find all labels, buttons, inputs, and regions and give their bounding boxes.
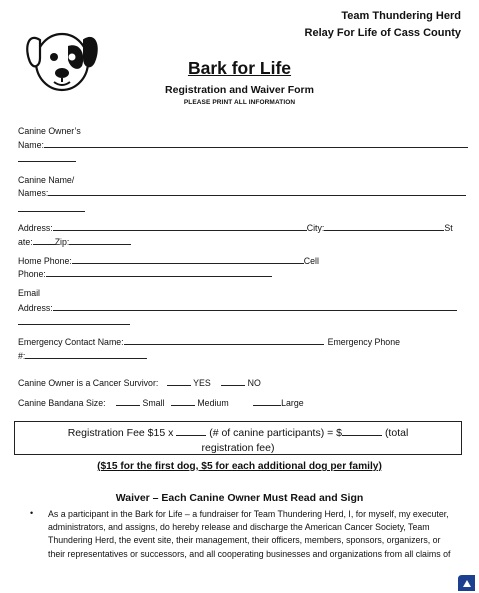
survivor-yes-blank[interactable] bbox=[167, 376, 191, 386]
state-zip-row[interactable]: ate: Zip: bbox=[18, 235, 131, 248]
waiver-title: Waiver – Each Canine Owner Must Read and Sign bbox=[115, 492, 364, 504]
survivor-row[interactable]: Canine Owner is a Cancer Survivor: YES NO bbox=[18, 378, 261, 388]
waiver-bullet: • bbox=[30, 508, 34, 518]
survivor-no-blank[interactable] bbox=[221, 376, 245, 386]
size-medium-blank[interactable] bbox=[171, 396, 195, 406]
email-label-line1: Email bbox=[18, 288, 40, 298]
zip-label: Zip: bbox=[54, 237, 70, 247]
email-row-cont[interactable] bbox=[18, 315, 130, 328]
address-input-line[interactable] bbox=[53, 221, 307, 231]
form-title: Bark for Life bbox=[187, 58, 292, 78]
fee-line-2: registration fee) bbox=[201, 442, 275, 454]
canine-name-label-line1: Canine Name/ bbox=[18, 175, 75, 185]
print-instruction: PLEASE PRINT ALL INFORMATION bbox=[183, 99, 296, 106]
owner-name-input-line-cont[interactable] bbox=[18, 152, 76, 162]
canine-name-field[interactable]: Names: bbox=[18, 186, 466, 199]
zip-input-line[interactable] bbox=[69, 235, 131, 245]
survivor-no-label: NO bbox=[247, 378, 261, 388]
emergency-phone-input-line[interactable] bbox=[25, 349, 147, 359]
emergency-phone-label: Emergency Phone bbox=[327, 337, 400, 347]
form-subtitle: Registration and Waiver Form bbox=[165, 84, 314, 96]
participants-count-blank[interactable] bbox=[176, 425, 206, 436]
fee-note: ($15 for the first dog, $5 for each additional dog per family) bbox=[97, 461, 382, 472]
bandana-row[interactable]: Canine Bandana Size: Small Medium Large bbox=[18, 398, 304, 408]
email-input-line[interactable] bbox=[53, 301, 457, 311]
org-name: Team Thundering Herd bbox=[341, 10, 461, 22]
state-label-start: St bbox=[444, 223, 453, 233]
emergency-row[interactable]: Emergency Contact Name: Emergency Phone bbox=[18, 337, 400, 347]
canine-name-input-line[interactable] bbox=[48, 186, 466, 196]
email-input-line-cont[interactable] bbox=[18, 315, 130, 325]
emergency-phone-row[interactable]: #: bbox=[18, 349, 147, 362]
address-row[interactable]: Address: City: St bbox=[18, 223, 453, 233]
size-large-label: Large bbox=[281, 398, 304, 408]
corner-badge-icon bbox=[455, 571, 479, 593]
size-large-blank[interactable] bbox=[253, 396, 281, 406]
cell-phone-input-line[interactable] bbox=[46, 267, 272, 277]
total-fee-blank[interactable] bbox=[342, 425, 382, 436]
owner-name-field-cont[interactable] bbox=[18, 152, 76, 165]
fee-line-1[interactable]: Registration Fee $15 x (# of canine participants) = $ (total bbox=[67, 427, 409, 439]
cell-label-start: Cell bbox=[303, 256, 319, 266]
owner-name-label-line1: Canine Owner’s bbox=[18, 126, 81, 136]
owner-name-input-line[interactable] bbox=[44, 138, 468, 148]
city-input-line[interactable] bbox=[324, 221, 444, 231]
home-phone-input-line[interactable] bbox=[72, 254, 304, 264]
phone-row[interactable]: Home Phone: Cell bbox=[18, 256, 319, 266]
size-medium-label: Medium bbox=[197, 398, 229, 408]
size-small-blank[interactable] bbox=[116, 396, 140, 406]
city-label: City: bbox=[306, 223, 325, 233]
survivor-yes-label: YES bbox=[193, 378, 211, 388]
cell-phone-row[interactable]: Phone: bbox=[18, 267, 272, 280]
canine-name-field-cont[interactable] bbox=[18, 202, 85, 215]
size-small-label: Small bbox=[142, 398, 165, 408]
owner-name-field[interactable]: Name: bbox=[18, 138, 468, 151]
email-row[interactable]: Address: bbox=[18, 301, 457, 314]
waiver-text: As a participant in the Bark for Life – a fundraiser for Team Thundering Herd, I, for myself, my executer, administrators, and assigns, do hereby release and discharge the American Cancer Society, Team Thundering Herd, the event site, their management, their officers, members, sponsors, organizers, or their representatives or successors, and all cooperating businesses and organizations from all claims of bbox=[48, 509, 451, 559]
canine-name-input-line-cont[interactable] bbox=[18, 202, 85, 212]
state-input-line[interactable] bbox=[33, 235, 55, 245]
registration-fee-box bbox=[14, 421, 462, 455]
organization-header bbox=[305, 8, 461, 42]
org-event: Relay For Life of Cass County bbox=[304, 27, 461, 39]
emergency-name-input-line[interactable] bbox=[124, 335, 324, 345]
